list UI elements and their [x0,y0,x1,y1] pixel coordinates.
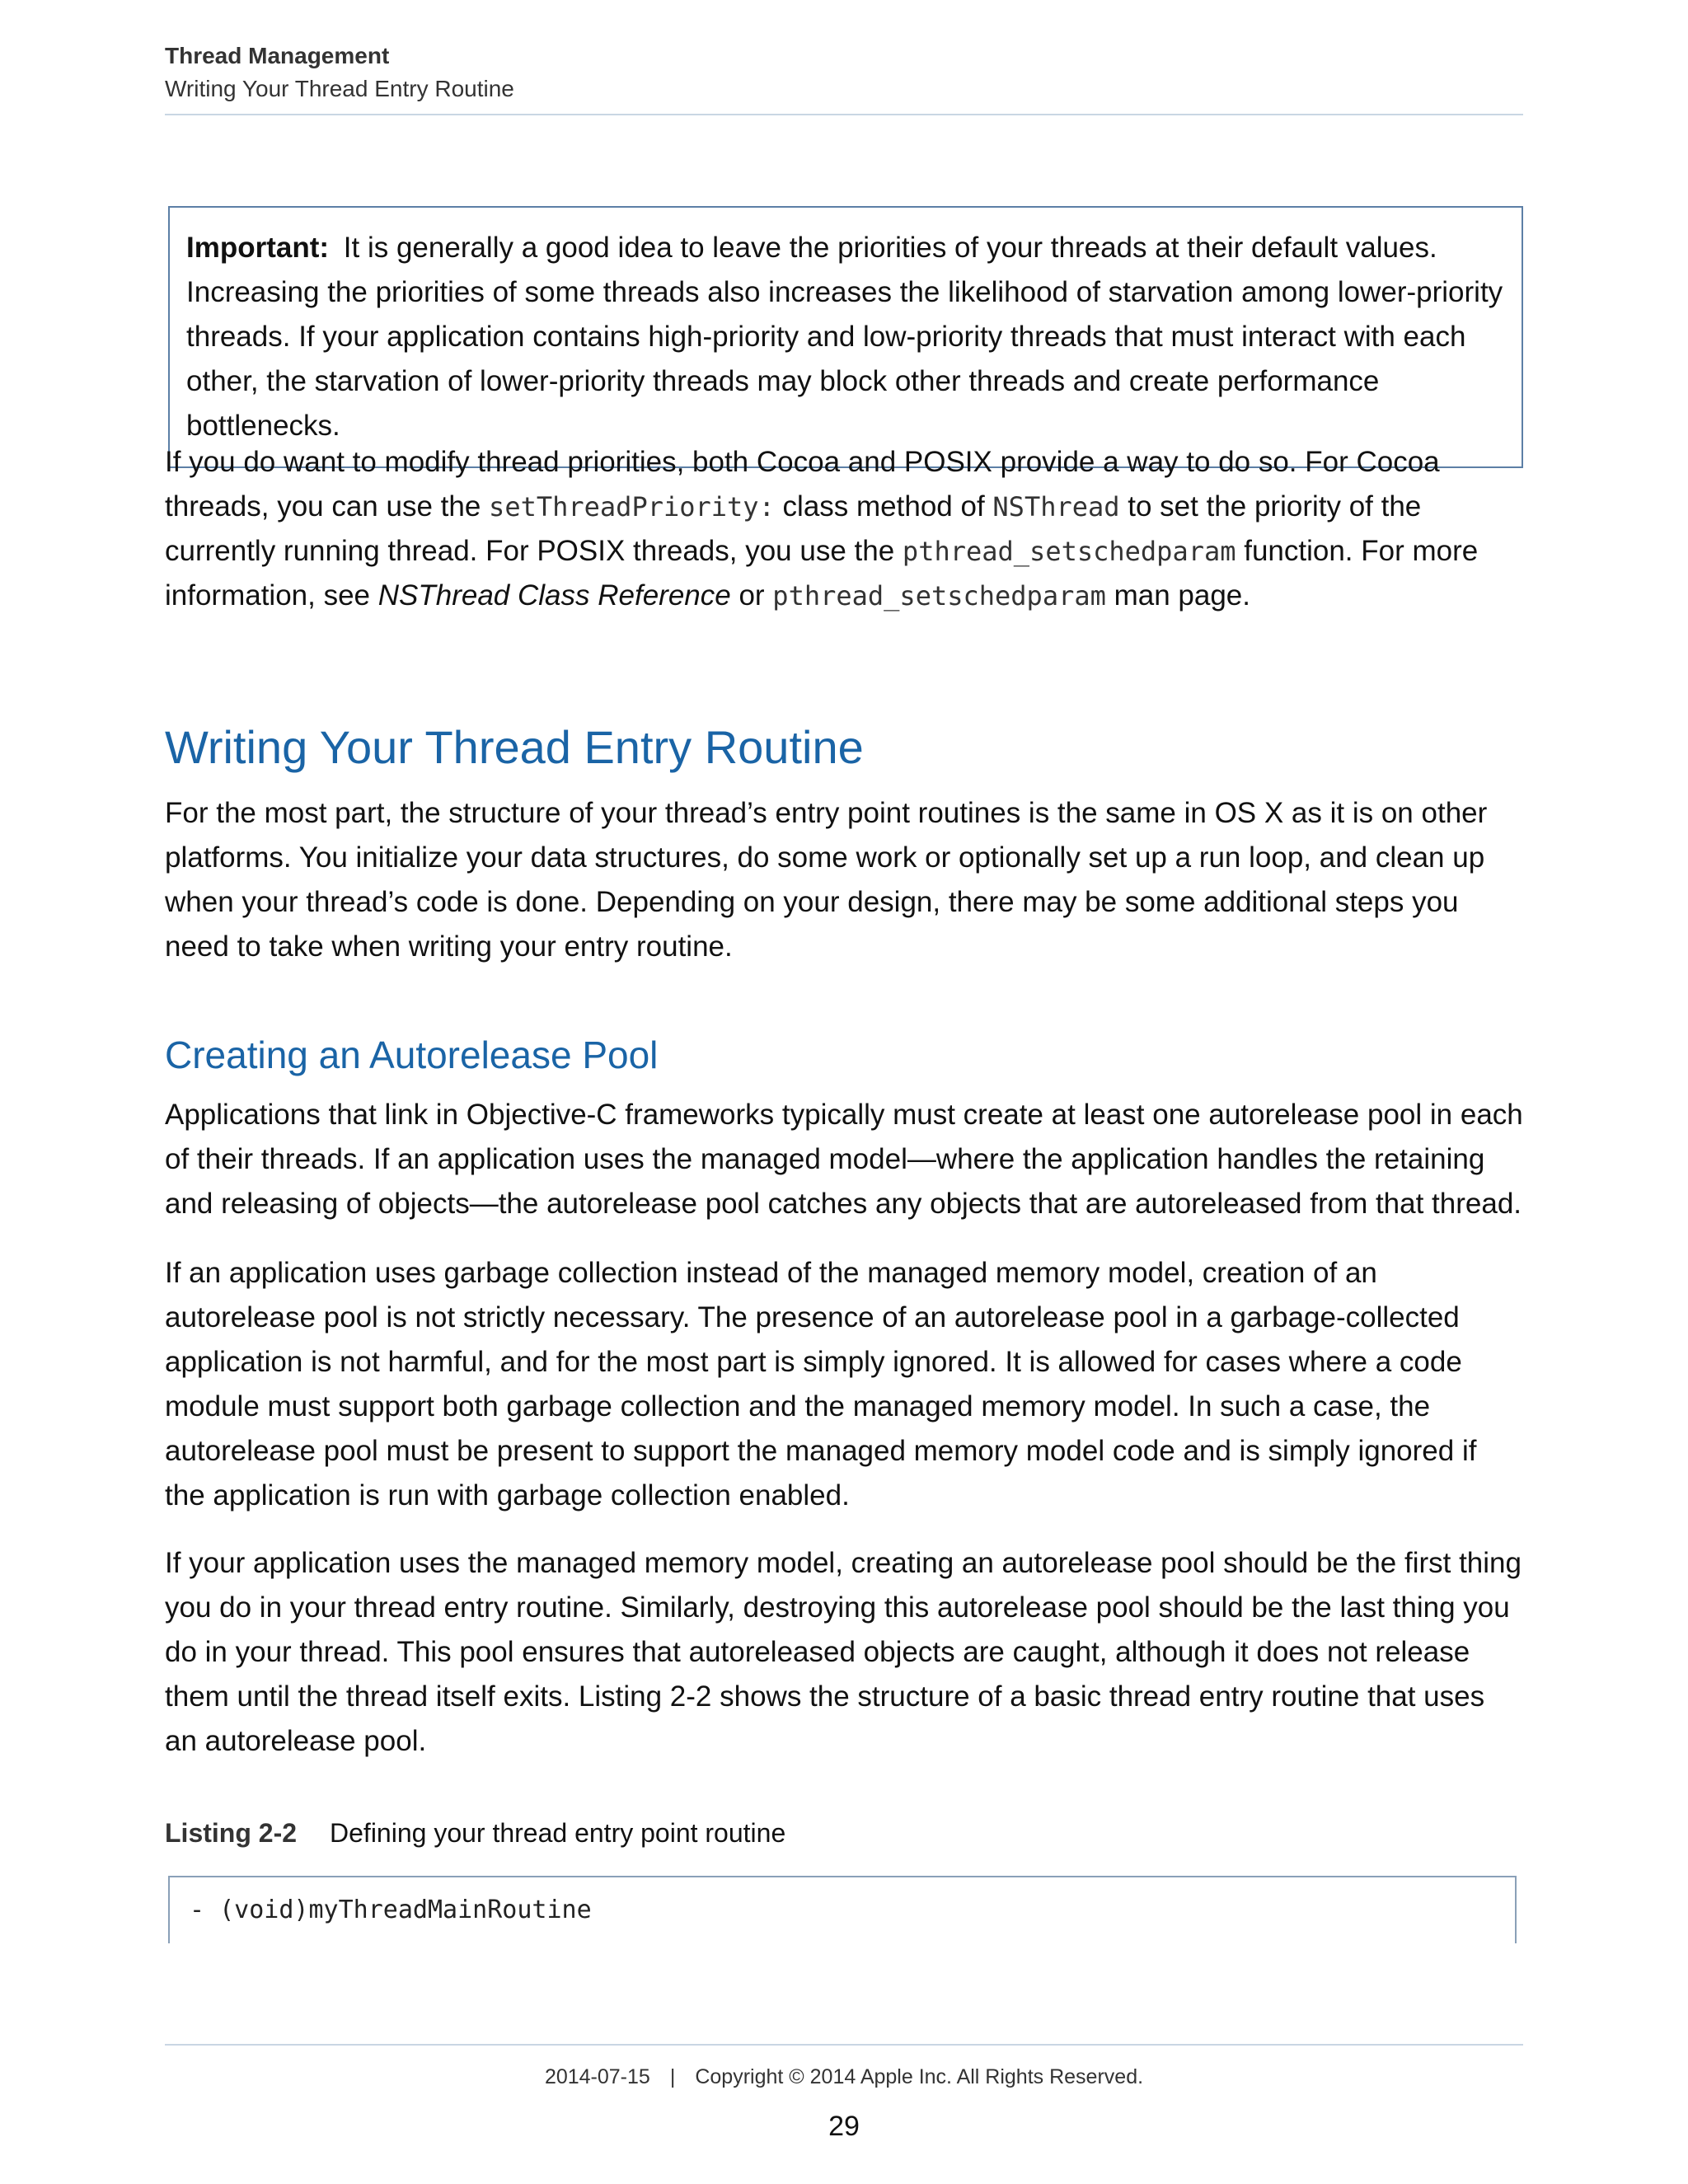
autorelease-para-a-block [165,1093,1523,1226]
header-chapter: Thread Management [165,43,390,68]
priorities-paragraph-block [165,440,1523,618]
callout-text: It is generally a good idea to leave the priorities of your threads at their default values. Increasing the priorities of some threads also increases the likelihood of starvation among lower-priority threads. If your application contains high-priority and low-priority threads that must interact with each other, the starvation of lower-priority threads may block other threads and create performance bottlenecks. [186,232,1503,442]
text-run: If you do want to modify thread priorities, both Cocoa and POSIX provide a way to do so. For Cocoa threads, you can use the [165,446,1440,523]
code-pthread-setschedparam-man: pthread_setschedparam [772,580,1106,612]
section-intro-block [165,791,1523,969]
footer-copyright: Copyright © 2014 Apple Inc. All Rights Reserved. [695,2065,1144,2088]
important-callout [168,206,1523,468]
footer-divider [165,2044,1523,2046]
listing-caption-text: Defining your thread entry point routine [330,1818,786,1848]
code-nsthread: NSThread [992,491,1120,523]
section-intro: For the most part, the structure of your thread’s entry point routines is the same in OS X as it is on other platforms. You initialize your data structures, do some work or optionally set up a run loop, and clean up when your thread’s code is done. Depending on your design, there may be some additional steps you need to take when writing your entry routine. [165,797,1488,963]
listing-caption [165,1815,1523,1851]
code-pthread-setschedparam: pthread_setschedparam [902,536,1236,567]
page-header [165,40,1523,105]
listing-label: Listing 2-2 [165,1818,298,1848]
text-run: or [730,579,773,612]
header-section: Writing Your Thread Entry Routine [165,76,514,101]
text-run: man page. [1105,579,1250,612]
autorelease-paragraph-3: If your application uses the managed memory model, creating an autorelease pool should be the first thing you do in your thread entry routine. Similarly, destroying this autorelease pool should be the last thing you do in your thread. This pool ensures that autoreleased objects are caught, although it does not release them until the thread itself exits. Listing 2-2 shows the structure of a basic thread entry routine that uses an autorelease pool. [165,1547,1522,1757]
page-number: 29 [828,2111,860,2142]
section-heading-block [165,719,1523,776]
autorelease-paragraph-2: If an application uses garbage collection instead of the managed memory model, creation of an autorelease pool is not strictly necessary. The presence of an autorelease pool in a garbage-collected application is not harmful, and for the most part is simply ignored. It is allowed for cases where a code module must support both garbage collection and the managed memory model. In such a case, the autorelease pool must be present to support the managed memory model code and is simply ignored if the application is run with garbage collection enabled. [165,1257,1477,1511]
footer-date: 2014-07-15 [544,2065,650,2088]
text-run: class method of [774,490,993,523]
callout-label: Important: [186,232,330,264]
code-listing-box [168,1876,1517,1943]
priorities-paragraph [165,440,1523,618]
subsection-heading-block [165,1030,1523,1080]
footer-separator: | [669,2065,676,2088]
autorelease-para-c-block [165,1541,1523,1764]
header-divider [165,114,1523,115]
text-run: to set the priority of the currently running thread. For POSIX threads, you use the [165,490,1422,567]
autorelease-paragraph-1: Applications that link in Objective-C frameworks typically must create at least one autorelease pool in each of their threads. If an application uses the managed model—where the application handles the retaining and releasing of objects—the autorelease pool catches any objects that are autoreleased from that thread. [165,1099,1523,1220]
link-nsthread-class-reference[interactable]: NSThread Class Reference [377,579,731,612]
text-run: function. For more information, see [165,535,1479,612]
autorelease-para-b-block [165,1251,1523,1518]
code-line: - (void)myThreadMainRoutine [190,1896,592,1924]
page-footer [165,2060,1523,2093]
section-title: Writing Your Thread Entry Routine [165,721,864,773]
code-set-thread-priority: setThreadPriority: [489,491,775,523]
subsection-title: Creating an Autorelease Pool [165,1033,659,1076]
